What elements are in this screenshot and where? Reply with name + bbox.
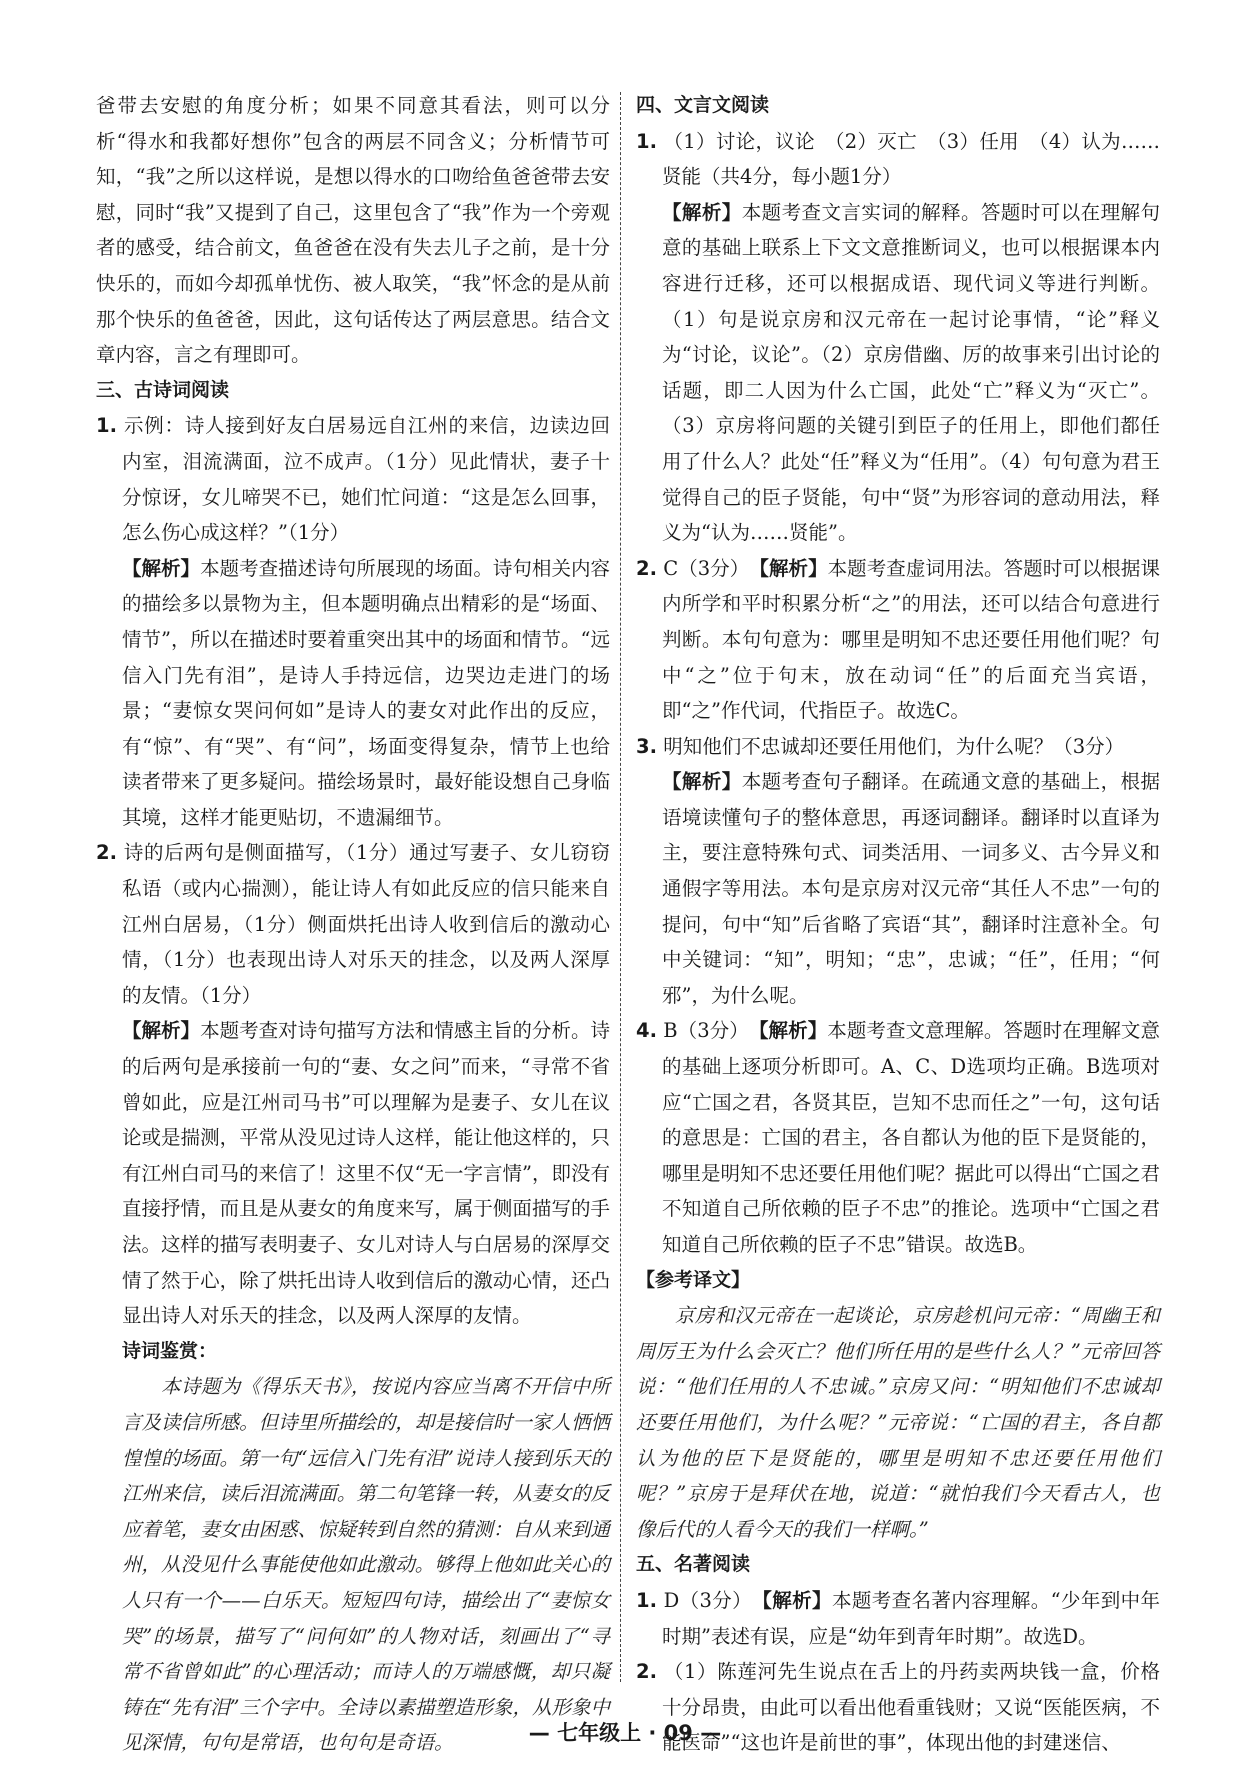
item-number: 3. — [636, 734, 657, 758]
translation-text: 京房和汉元帝在一起谈论，京房趁机问元帝：“周幽王和周厉王为什么会灭亡？他们所任用的是些什么人？”元帝回答说：“他们任用的人不忠诚。”京房又问：“明知他们不忠诚却还要任用他们，为什么呢？”元帝说：“亡国的君主，各自都认为他的臣下是贤能的，哪里是明知不忠还要任用他们呢？”京房于是拜伏在地，说道：“就怕我们今天看古人，也像后代的人看今天的我们一样啊。” — [636, 1304, 1160, 1541]
analysis-text: 本题考查文言实词的解释。答题时可以在理解句意的基础上联系上下文文意推断词义，也可以根据课本内容进行迁移，还可以根据成语、现代词义等进行判断。（1）句是说京房和汉元帝在一起讨论事情，“论”释义为“讨论，议论”。（2）京房借幽、厉的故事来引出讨论的话题，即二人因为什么亡国，此处“亡”释义为“灭亡”。（3）京房将问题的关键引到臣子的任用上，即他们都任用了什么人？此处“任”释义为“任用”。（4）句句意为君王觉得自己的臣子贤能，句中“贤”为形容词的意动用法，释义为“认为……贤能”。 — [662, 200, 1160, 545]
classics-item-1 — [636, 1583, 1160, 1654]
analysis-text: 本题考查名著内容理解。“少年到中年时期”表述有误，应是“幼年到青年时期”。故选D。 — [662, 1588, 1160, 1648]
answer-text: D（3分） — [663, 1588, 743, 1612]
column-divider — [620, 92, 621, 1682]
analysis-text: 本题考查虚词用法。答题时可以根据课内所学和平时积累分析“之”的用法，还可以结合句意进行判断。本句句意为：哪里是明知不忠还要任用他们呢？句中“之”位于句末，放在动词“任”的后面充当宾语，即“之”作代词，代指臣子。故选C。 — [662, 556, 1160, 723]
answer-item-3 — [636, 729, 1160, 765]
section-title-poetry: 三、古诗词阅读 — [96, 378, 230, 401]
answer-text: C（3分） — [663, 556, 740, 580]
left-column — [96, 88, 610, 1761]
analysis-text: 本题考查描述诗句所展现的场面。诗句相关内容的描绘多以景物为主，但本题明确点出精彩的是“场面、情节”，所以在描述时要着重突出其中的场面和情节。“远信入门先有泪”，是诗人手持远信，边哭边走进门的场景；“妻惊女哭问何如”是诗人的妻女对此作出的反应，有“惊”、有“哭”、有“问”，场面变得复杂，情节上也给读者带来了更多疑问。描绘场景时，最好能设想自己身临其境，这样才能更贴切，不遗漏细节。 — [122, 556, 610, 829]
item-number: 1. — [636, 1588, 657, 1612]
answer-text: B（3分） — [663, 1019, 740, 1043]
analysis-text: 本题考查文意理解。答题时在理解文意的基础上逐项分析即可。A、C、D选项均正确。B选项对应“亡国之君，各贤其臣，岂知不忠而任之”一句，这句话的意思是：亡国的君主，各自都认为他的臣下是贤能的，哪里是明知不忠还要任用他们呢？据此可以得出“亡国之君不知道自己所依赖的臣子不忠”的推论。选项中“亡国之君知道自己所依赖的臣子不忠”错误。故选B。 — [662, 1019, 1160, 1256]
answer-item-2 — [96, 835, 610, 1013]
section-title-classical: 四、文言文阅读 — [636, 94, 770, 116]
answer-text: 示例：诗人接到好友白居易远自江州的来信，边读边回内室，泪流满面，泣不成声。（1分）见此情状，妻子十分惊讶，女儿啼哭不已，她们忙问道：“这是怎么回事，怎么伤心成这样？”（1分） — [122, 414, 610, 545]
analysis-label: 【解析】 — [122, 556, 201, 580]
section-title-classics: 五、名著阅读 — [636, 1553, 751, 1576]
answer-item-1 — [96, 408, 610, 550]
appreciation-text: 本诗题为《得乐天书》，按说内容应当离不开信中所言及读信所感。但诗里所描绘的，却是接信时一家人恓恓惶惶的场面。第一句“远信入门先有泪”说诗人接到乐天的江州来信，读后泪流满面。第二句笔锋一转，从妻女的反应着笔，妻女由困惑、惊疑转到自然的猜测：自从来到通州，从没见什么事能使他如此激动。够得上他如此关心的人只有一个——白乐天。短短四句诗，描绘出了“妻惊女哭”的场景，描写了“问何如”的人物对话，刻画出了“寻常不省曾如此”的心理活动；而诗人的万端感慨，却只凝铸在“先有泪”三个字中。全诗以素描塑造形象，从形象中见深情，句句是常语，也句句是奇语。 — [122, 1375, 610, 1755]
analysis-item-3 — [636, 764, 1160, 1013]
answer-item-4 — [636, 1013, 1160, 1262]
analysis-item-2 — [96, 1013, 610, 1333]
right-column — [636, 88, 1160, 1761]
answer-text: 诗的后两句是侧面描写，（1分）通过写妻子、女儿窃窃私语（或内心揣测），能让诗人有如此反应的信只能来自江州白居易，（1分）侧面烘托出诗人收到信后的激动心情，（1分）也表现出诗人对乐天的挂念，以及两人深厚的友情。（1分） — [122, 841, 610, 1007]
item-number: 4. — [636, 1019, 657, 1043]
analysis-text: 本题考查句子翻译。在疏通文意的基础上，根据语境读懂句子的整体意思，再逐词翻译。翻译时以直译为主，要注意特殊句式、词类活用、一词多义、古今异义和通假字等用法。本句是京房对汉元帝“其任人不忠”一句的提问，句中“知”后省略了宾语“其”，翻译时注意补全。句中关键词：“知”，明知；“忠”，忠诚；“任”，任用；“何邪”，为什么呢。 — [662, 770, 1160, 1007]
analysis-label: 【解析】 — [762, 1588, 832, 1612]
translation-title: 【参考译文】 — [636, 1268, 751, 1291]
item-number: 1. — [636, 129, 657, 153]
answer-text: （1）陈莲河先生说点在舌上的丹药卖两块钱一盒，价格十分昂贵，由此可以看出他看重钱财；又说“医能医病，不能医命”“这也许是前世的事”，体现出他的封建迷信、 — [662, 1660, 1160, 1755]
appreciation-title: 诗词鉴赏： — [122, 1339, 218, 1362]
answer-item-1 — [636, 124, 1160, 195]
analysis-text: 本题考查对诗句描写方法和情感主旨的分析。诗的后两句是承接前一句的“妻、女之问”而来，“寻常不省曾如此，应是江州司马书”可以理解为是妻子、女儿在议论或是揣测，平常从没见过诗人这样，能让他这样的，只有江州白司马的来信了！这里不仅“无一字言情”，即没有直接抒情，而且是从妻女的角度来写，属于侧面描写的手法。这样的描写表明妻子、女儿对诗人与白居易的深厚交情了然于心，除了烘托出诗人收到信后的激动心情，还凸显出诗人对乐天的挂念，以及两人深厚的友情。 — [122, 1019, 610, 1328]
answer-text: （1）讨论，议论 （2）灭亡 （3）任用 （4）认为……贤能（共4分，每小题1分） — [662, 129, 1160, 189]
answer-text: 明知他们不忠诚却还要任用他们，为什么呢？（3分） — [663, 734, 1125, 758]
analysis-item-1 — [636, 195, 1160, 551]
page-footer: — 七年级上 · 09 — — [528, 1721, 722, 1745]
answer-item-2 — [636, 551, 1160, 729]
intro-paragraph: 爸带去安慰的角度分析；如果不同意其看法，则可以分析“得水和我都好想你”包含的两层不同含义；分析情节可知，“我”之所以这样说，是想以得水的口吻给鱼爸爸带去安慰，同时“我”又提到了自己，这里包含了“我”作为一个旁观者的感受，结合前文，鱼爸爸在没有失去儿子之前，是十分快乐的，而如今却孤单忧伤、被人取笑，“我”怀念的是从前那个快乐的鱼爸爸，因此，这句话传达了两层意思。结合文章内容，言之有理即可。 — [96, 94, 610, 367]
analysis-label: 【解析】 — [662, 200, 742, 224]
item-number: 2. — [636, 556, 657, 580]
analysis-label: 【解析】 — [758, 1019, 828, 1043]
analysis-label: 【解析】 — [122, 1019, 201, 1043]
item-number: 2. — [96, 841, 117, 865]
analysis-label: 【解析】 — [759, 556, 828, 580]
analysis-label: 【解析】 — [662, 770, 742, 794]
item-number: 1. — [96, 414, 117, 438]
item-number: 2. — [636, 1660, 657, 1684]
analysis-item-1 — [96, 551, 610, 836]
